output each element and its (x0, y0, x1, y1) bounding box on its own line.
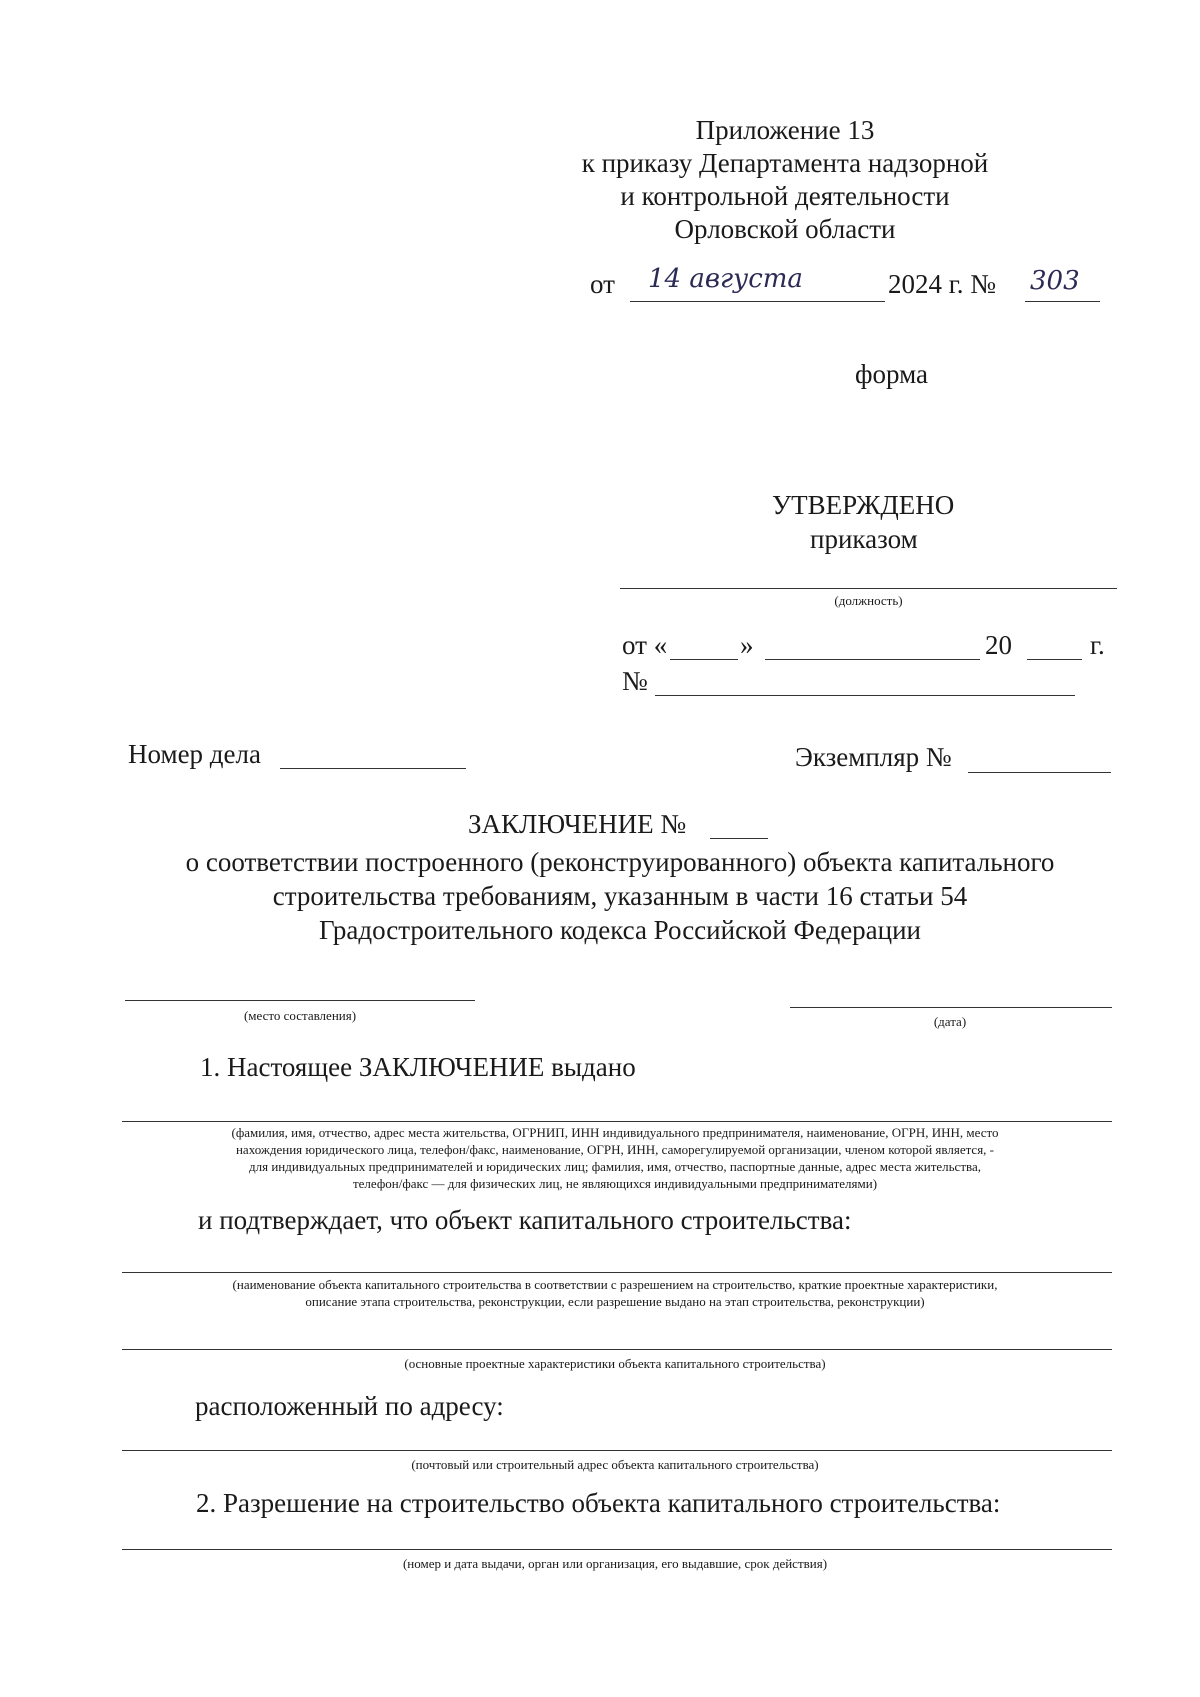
section1-caption-4: телефон/факс — для физических лиц, не являющихся индивидуальными предпринимателями) (352, 1176, 878, 1191)
address-line (122, 1450, 1112, 1451)
copy-number-label: Экземпляр № (795, 742, 952, 772)
approval-month-line (765, 659, 980, 660)
approval-number-line (655, 695, 1075, 696)
case-number-label: Номер дела (128, 739, 261, 769)
approval-number-sign: № (622, 666, 648, 696)
approval-year-prefix: 20 (985, 630, 1012, 660)
characteristics-line (122, 1349, 1112, 1350)
approval-year-suffix: г. (1090, 630, 1105, 660)
order-date-line (630, 301, 885, 302)
approval-date-from: от « (622, 630, 668, 660)
form-label: форма (855, 359, 928, 389)
case-number-line (280, 768, 466, 769)
section1-caption-1: (фамилия, имя, отчество, адрес места жительства, ОГРНИП, ИНН индивидуального предпринимателя, наименование, ОГРН, ИНН, место (231, 1125, 999, 1140)
place-caption: (место составления) (243, 1008, 357, 1023)
section1-caption-2: нахождения юридического лица, телефон/факс, наименование, ОГРН, ИНН, саморегулируемой организации, членом которой является, - (235, 1142, 995, 1157)
approved-title: УТВЕРЖДЕНО (772, 490, 955, 520)
date-line (790, 1007, 1112, 1008)
characteristics-caption: (основные проектные характеристики объекта капитального строительства) (404, 1356, 826, 1371)
address-caption: (почтовый или строительный адрес объекта капитального строительства) (411, 1457, 819, 1472)
order-number-line (1025, 301, 1100, 302)
section1-caption-3: для индивидуальных предпринимателей и юридических лиц; фамилия, имя, отчество, паспортные данные, адрес места жительства, (249, 1159, 981, 1174)
section1-confirms: и подтверждает, что объект капитального строительства: (198, 1205, 852, 1235)
section1-heading: 1. Настоящее ЗАКЛЮЧЕНИЕ выдано (200, 1052, 636, 1082)
order-number-handwritten: 303 (1030, 266, 1080, 296)
conclusion-number-line (710, 838, 768, 839)
appendix-department-line: и контрольной деятельности (620, 181, 950, 211)
section2-heading: 2. Разрешение на строительство объекта капитального строительства: (196, 1488, 1001, 1518)
appendix-title: Приложение 13 (695, 115, 875, 145)
position-caption: (должность) (834, 593, 903, 608)
conclusion-subtitle-1: о соответствии построенного (реконструированного) объекта капитального (185, 847, 1055, 877)
object-name-caption-2: описание этапа строительства, реконструкции, если разрешение выдано на этап строительства, реконструкции) (305, 1294, 925, 1309)
order-year-label: 2024 г. № (888, 269, 997, 299)
order-date-prefix: от (590, 269, 615, 299)
copy-number-line (968, 772, 1111, 773)
conclusion-subtitle-2: строительства требованиям, указанным в части 16 статьи 54 (272, 881, 968, 911)
object-name-caption-1: (наименование объекта капитального строительства в соответствии с разрешением на строительство, краткие проектные характеристики, (232, 1277, 998, 1292)
approval-year-line (1027, 659, 1082, 660)
conclusion-title: ЗАКЛЮЧЕНИЕ № (468, 809, 687, 839)
place-line (125, 1000, 475, 1001)
date-caption: (дата) (933, 1014, 967, 1029)
approved-by-order: приказом (810, 524, 918, 554)
located-label: расположенный по адресу: (195, 1391, 504, 1421)
appendix-region-line: Орловской области (674, 214, 896, 244)
permit-caption: (номер и дата выдачи, орган или организация, его выдавшие, срок действия) (402, 1556, 828, 1571)
order-date-handwritten: 14 августа (648, 264, 803, 294)
appendix-order-line: к приказу Департамента надзорной (581, 148, 989, 178)
position-line (620, 588, 1117, 589)
section1-issued-to-line (122, 1121, 1112, 1122)
object-name-line (122, 1272, 1112, 1273)
approval-day-line (670, 659, 738, 660)
conclusion-subtitle-3: Градостроительного кодекса Российской Федерации (318, 915, 922, 945)
permit-line (122, 1549, 1112, 1550)
approval-quote-close: » (740, 630, 754, 660)
